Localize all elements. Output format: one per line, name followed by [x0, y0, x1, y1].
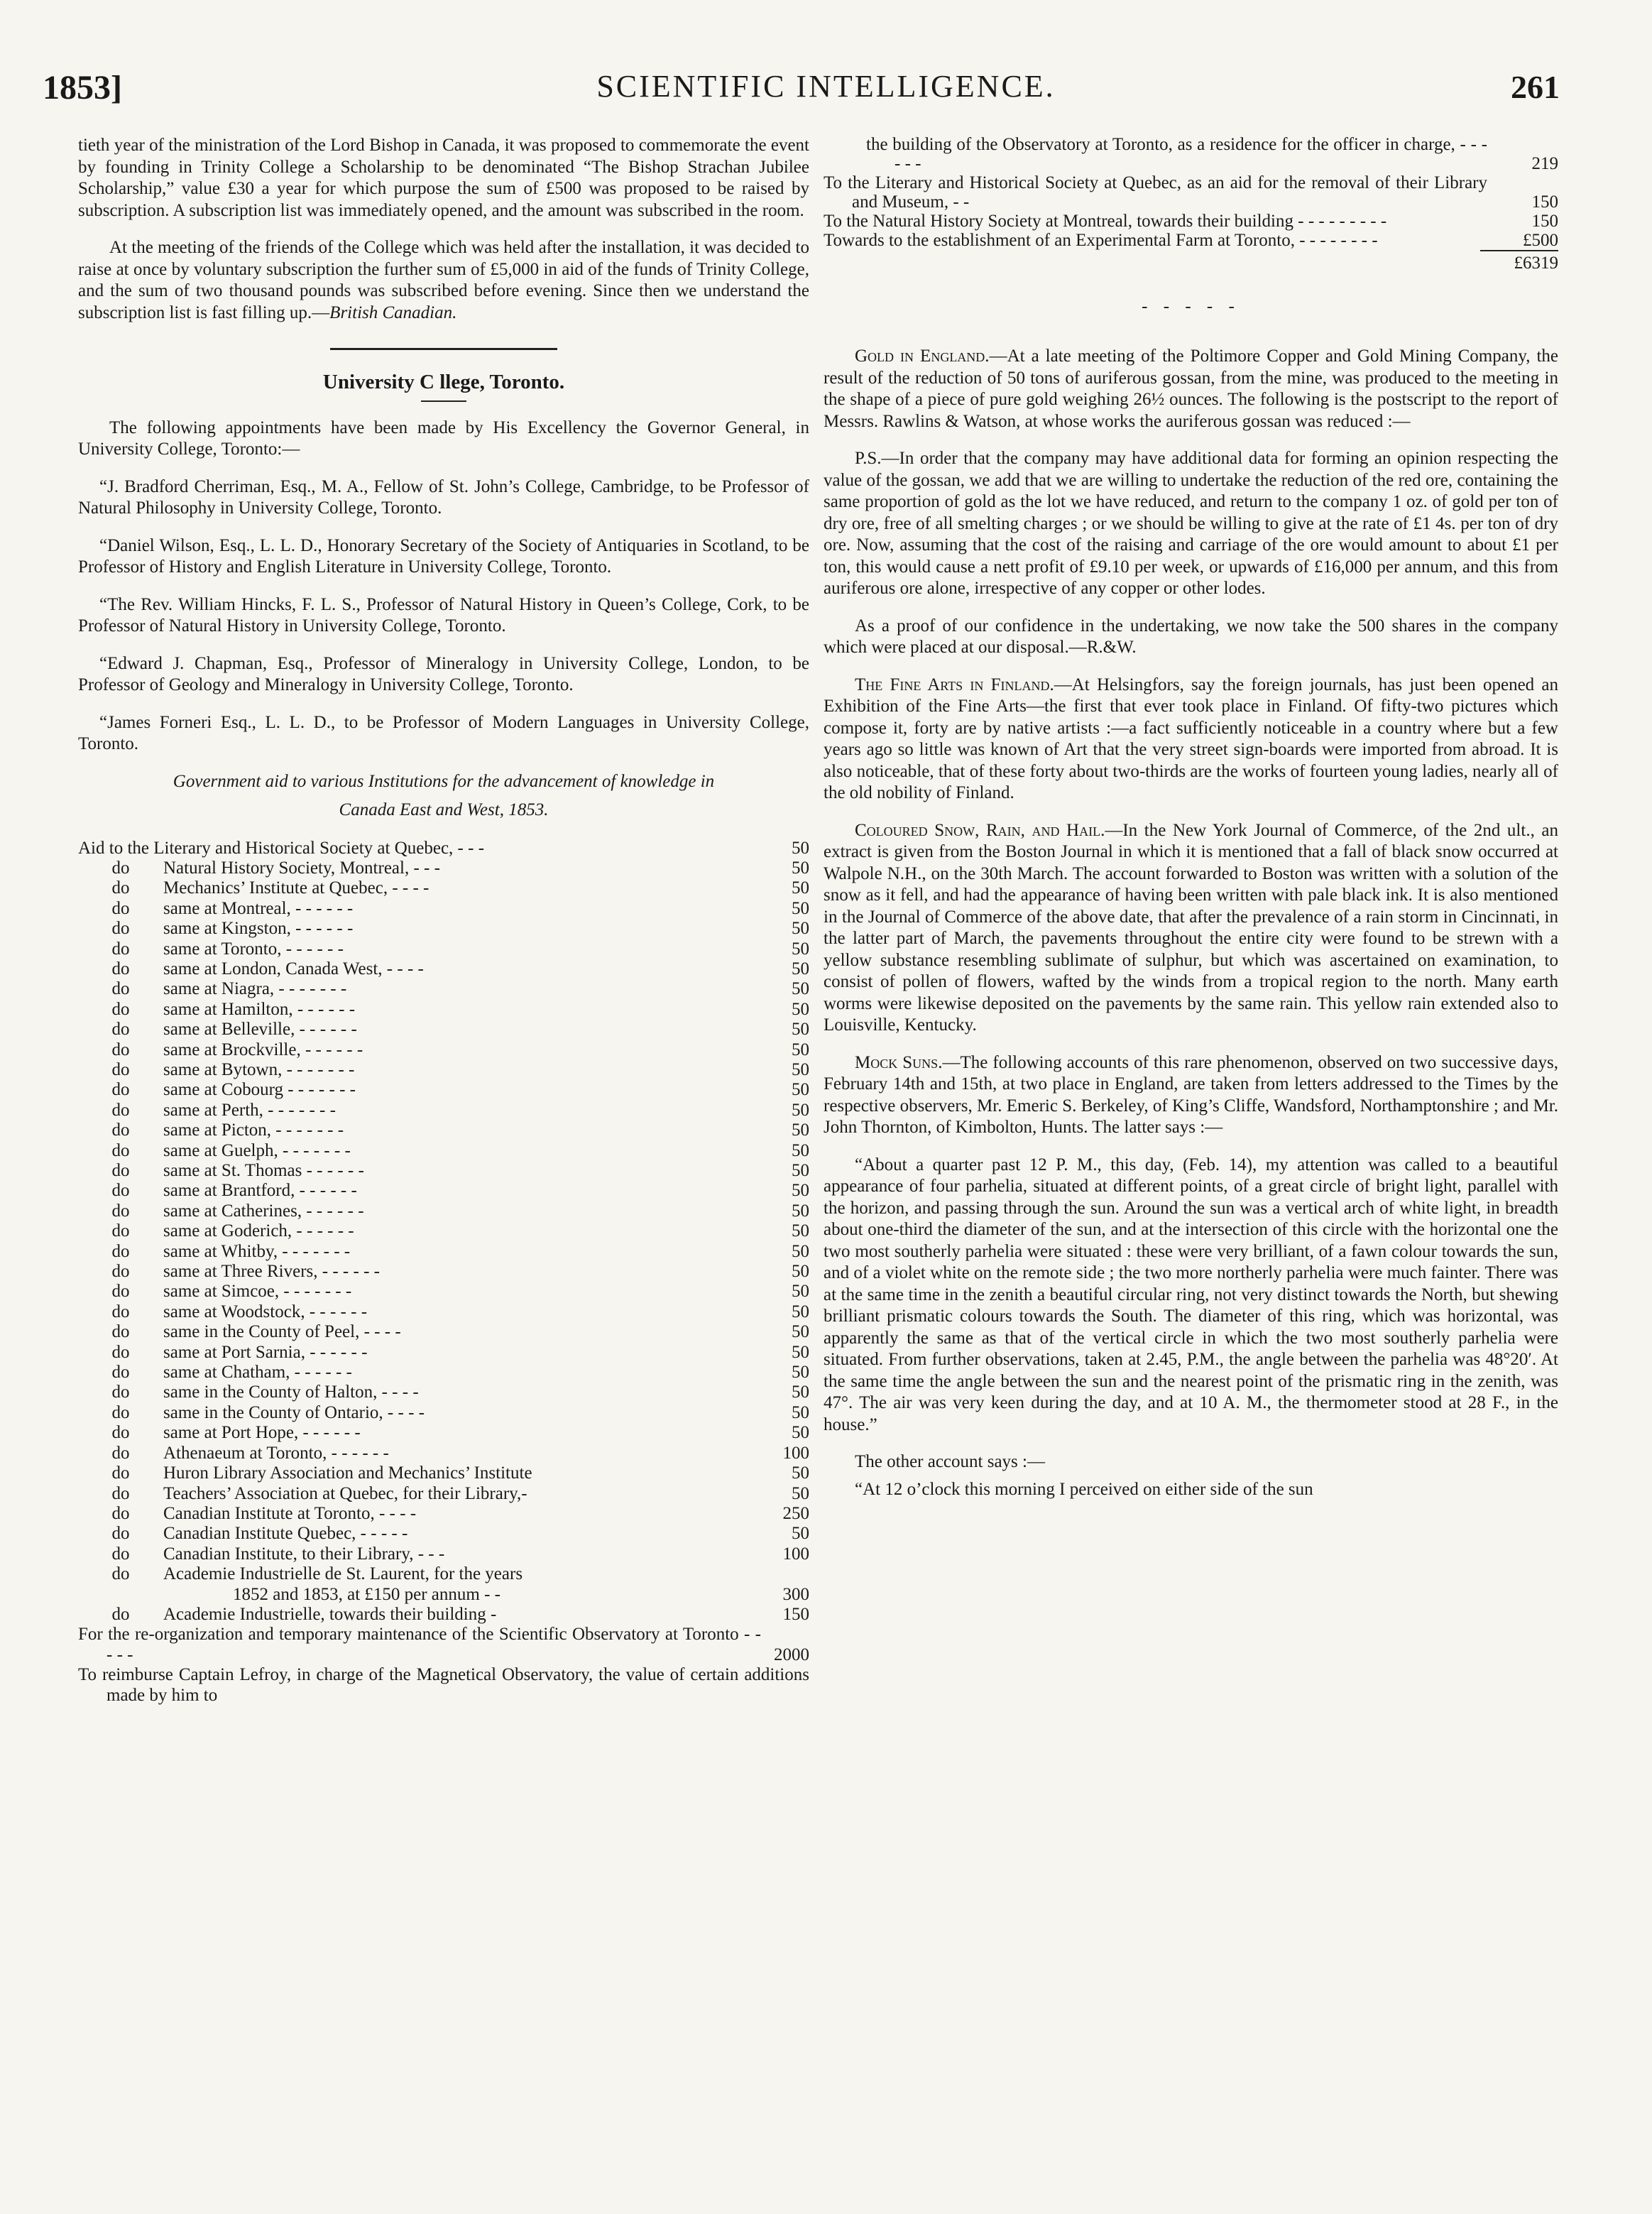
grant-lead: do [111, 1262, 130, 1282]
grant-desc: same at Simcoe, - - - - - - - [163, 1282, 352, 1302]
grant-desc: same at Cobourg - - - - - - - [163, 1080, 356, 1100]
section-divider [330, 348, 557, 350]
grant-amount: 100 [782, 1443, 809, 1463]
grant-desc: same at Woodstock, - - - - - - [163, 1302, 368, 1321]
grant-desc: same at Port Sarnia, - - - - - - [163, 1342, 368, 1362]
grant-lead: do [111, 939, 130, 959]
grant-row [78, 1080, 809, 1100]
grant-amount: 50 [792, 1483, 809, 1503]
grant-desc: same at Guelph, - - - - - - - [163, 1140, 351, 1160]
right-column [824, 135, 1558, 1516]
grant-lead: do [111, 1503, 130, 1523]
appointments-intro: The following appointments have been made by His Excellency the Governor General, in University College, Toronto:— [78, 418, 809, 459]
grant-amount: 50 [792, 919, 809, 939]
grant-row [78, 959, 809, 979]
grant-row [78, 1444, 809, 1463]
grant-lead: do [111, 858, 130, 878]
grant-lead: do [111, 1201, 130, 1221]
grant-lead: do [111, 1302, 130, 1321]
grant-desc: same in the County of Halton, - - - - [163, 1383, 419, 1402]
grant-amount: 50 [792, 1463, 809, 1483]
money-total: £6319 [1480, 250, 1558, 275]
grant-row [78, 839, 809, 858]
grant-desc: same at Montreal, - - - - - - [163, 898, 354, 918]
grant-desc: Athenaeum at Toronto, - - - - - - [163, 1443, 389, 1463]
grant-row [78, 919, 809, 939]
left-column [78, 135, 809, 1706]
grant-row [78, 1585, 809, 1605]
money-amount: 150 [1531, 212, 1558, 231]
grant-lead: do [111, 1483, 130, 1503]
grant-amount: 50 [792, 898, 809, 918]
grant-amount: 50 [792, 1322, 809, 1342]
grant-lead: do [111, 1140, 130, 1160]
grant-amount: 300 [782, 1584, 809, 1604]
grant-lead: do [111, 1363, 130, 1383]
grant-amount: 50 [792, 1221, 809, 1241]
grant-amount: 50 [792, 999, 809, 1019]
header-year: 1853] [43, 69, 122, 107]
grant-desc: Aid to the Literary and Historical Society at Quebec, - - - [78, 838, 485, 858]
grant-row [78, 1564, 809, 1584]
grant-lead: do [111, 1040, 130, 1059]
grant-desc: Canadian Institute at Toronto, - - - - [163, 1503, 417, 1523]
grant-lead: do [111, 1524, 130, 1544]
grant-desc: same at Whitby, - - - - - - - [163, 1241, 351, 1261]
grant-amount: 2000 [774, 1645, 809, 1664]
grant-row [78, 858, 809, 878]
page-number: 261 [1511, 69, 1560, 105]
meeting-text: At the meeting of the friends of the College which was held after the installation, it was decided to raise at once by voluntary subscription the further sum of £5,000 in aid of the funds of Trinity College, and the sum of two thousand pounds was subscribed before evening. Since then we understand the subscription list is fast filling up.— [78, 238, 809, 322]
money-desc: Towards to the establishment of an Experimental Farm at Toronto, - - - - - - - - [824, 231, 1378, 250]
grant-amount: 50 [792, 1282, 809, 1302]
intro-paragraph: tieth year of the ministration of the Lord Bishop in Canada, it was proposed to commemorate the event by founding in Trinity College a Scholarship to be denominated “The Bishop Strachan Jubilee Scholarship,” value £30 a year for which purpose the sum of £500 was proposed to be raised by subscription. A subscription list was immediately opened, and the amount was subscribed in the room. [78, 136, 809, 220]
money-desc: the building of the Observatory at Toronto, as a residence for the officer in charge, - - - - - - [866, 135, 1487, 173]
money-desc: To the Literary and Historical Society at Quebec, as an aid for the removal of their Library and Museum, - - [824, 173, 1487, 212]
money-row [824, 212, 1558, 231]
grant-row [78, 878, 809, 898]
grant-row [78, 1363, 809, 1383]
appointments-list [78, 476, 809, 756]
suns-text: —The following accounts of this rare phenomenon, observed on two successive days, February 14th and 15th, at two place in England, are taken from letters addressed to the Times by the respective observers, Mr. Emeric S. Berkeley, of King’s Cliffe, Wandsford, Northamptonshire ; and Mr. John Thornton, of Kimbolton, Hunts. The latter says :— [824, 1052, 1558, 1137]
header-title: SCIENTIFIC INTELLIGENCE. [596, 69, 1056, 104]
grant-lead: do [111, 919, 130, 939]
grant-row [78, 1161, 809, 1181]
grant-amount: 50 [792, 1020, 809, 1040]
grant-amount: 150 [782, 1604, 809, 1624]
grant-amount: 50 [792, 1402, 809, 1422]
grant-amount: 50 [792, 1201, 809, 1221]
grant-desc: Natural History Society, Montreal, - - - [163, 858, 440, 878]
grant-lead: do [111, 1282, 130, 1302]
grant-row [78, 1141, 809, 1161]
grant-row [78, 1201, 809, 1221]
grant-lead: do [111, 999, 130, 1019]
grants-subtitle: Canada East and West, 1853. [339, 800, 549, 819]
running-header [0, 68, 1652, 118]
grant-desc: Canadian Institute Quebec, - - - - - [163, 1524, 408, 1544]
grant-amount: 50 [792, 1302, 809, 1321]
grant-amount: 50 [792, 1181, 809, 1201]
gold-paragraph [824, 346, 1558, 432]
grant-row [78, 1524, 809, 1544]
appointment-item: “Daniel Wilson, Esq., L. L. D., Honorary Secretary of the Society of Antiquaries in Scotland, to be Professor of History and English Literature in University College, Toronto. [78, 535, 809, 577]
grant-amount: 50 [792, 878, 809, 898]
grant-desc: same at Goderich, - - - - - - [163, 1221, 354, 1241]
gold-heading: Gold in England. [855, 347, 990, 366]
grant-desc: same at Brockville, - - - - - - [163, 1040, 363, 1059]
suns-heading: Mock Suns. [855, 1052, 943, 1072]
grant-lead: do [111, 1342, 130, 1362]
grant-desc: Academie Industrielle, towards their building - [163, 1604, 497, 1624]
grant-row [78, 1302, 809, 1322]
grant-desc: same at St. Thomas - - - - - - [163, 1161, 364, 1180]
grant-lead: do [111, 1120, 130, 1140]
grant-amount: 50 [792, 858, 809, 878]
money-desc: To the Natural History Society at Montreal, towards their building - - - - - - - - - [824, 212, 1387, 231]
suns-paragraph [824, 1052, 1558, 1139]
grant-row [78, 1040, 809, 1060]
gold-text: —At a late meeting of the Poltimore Copper and Gold Mining Company, the result of the reduction of 50 tons of auriferous gossan, from the mine, was produced to the meeting in the shape of a piece of pure gold weighing 26½ ounces. The following is the postscript to the report of Messrs. Rawlins & Watson, at whose works the auriferous gossan was reduced :— [824, 347, 1558, 431]
grant-amount: 50 [792, 1100, 809, 1120]
grant-lead: do [111, 1181, 130, 1201]
appointment-item: “J. Bradford Cherriman, Esq., M. A., Fellow of St. John’s College, Cambridge, to be Professor of Natural Philosophy in University College, Toronto. [78, 476, 809, 518]
grant-row [78, 1343, 809, 1363]
grant-lead: do [111, 1544, 130, 1564]
meeting-source: British Canadian. [329, 302, 457, 322]
appointment-item: “James Forneri Esq., L. L. D., to be Professor of Modern Languages in University College, Toronto. [78, 712, 809, 753]
grant-desc: Huron Library Association and Mechanics’ Institute [163, 1463, 532, 1483]
grant-row [78, 1484, 809, 1504]
appointment-item: “The Rev. William Hincks, F. L. S., Professor of Natural History in Queen’s College, Cork, to be Professor of Natural History in University College, Toronto. [78, 594, 809, 636]
grant-row [78, 1242, 809, 1262]
grant-amount: 50 [792, 838, 809, 858]
separator: - - - - - [1142, 296, 1240, 316]
grant-lead: do [111, 1463, 130, 1483]
grant-row [78, 939, 809, 959]
grants-title: Government aid to various Institutions for the advancement of knowledge in [173, 771, 715, 791]
money-amount: £500 [1523, 231, 1558, 250]
grant-desc: Mechanics’ Institute at Quebec, - - - - [163, 878, 430, 898]
grant-desc: same at Kingston, - - - - - - [163, 919, 354, 939]
grant-row [78, 1282, 809, 1302]
grant-desc: same at Chatham, - - - - - - [163, 1363, 352, 1383]
grant-desc: same at London, Canada West, - - - - [163, 959, 424, 978]
grant-desc: same at Hamilton, - - - - - - [163, 999, 356, 1019]
money-row [824, 231, 1558, 250]
grant-amount: 50 [792, 1120, 809, 1140]
grant-row [78, 1181, 809, 1201]
grant-lead: do [111, 878, 130, 898]
grant-amount: 50 [792, 1040, 809, 1059]
grant-desc: Canadian Institute, to their Library, - - - [163, 1544, 445, 1564]
arts-text: —At Helsingfors, say the foreign journals, has just been opened an Exhibition of the Fine Arts—the first that ever took place in Finland. Of fifty-two pictures which compose it, forty are by native artists :—a fact sufficiently noticeable in a country where but a few years ago so little was known of Art that the very street sign-boards were imported from abroad. It is also noticeable, that of these forty about two-thirds are the works of fourteen young ladies, nearly all of the old nobility of Finland. [824, 675, 1558, 802]
money-amount: 150 [1531, 192, 1558, 212]
grant-row [78, 1000, 809, 1020]
money-row [824, 173, 1558, 212]
grant-amount: 250 [782, 1503, 809, 1523]
grant-amount: 50 [792, 939, 809, 959]
grant-desc: same at Port Hope, - - - - - - [163, 1423, 361, 1443]
gold-proof: As a proof of our confidence in the undertaking, we now take the 500 shares in the company which were placed at our disposal.—R.&W. [824, 616, 1558, 657]
grant-amount: 50 [792, 1140, 809, 1160]
grant-lead: do [111, 1383, 130, 1402]
snow-heading: Coloured Snow, Rain, and Hail. [855, 820, 1105, 840]
grant-amount: 50 [792, 1262, 809, 1282]
grant-amount: 50 [792, 1342, 809, 1362]
money-row [824, 135, 1558, 173]
grants-table [78, 839, 809, 1706]
grant-amount: 50 [792, 1161, 809, 1180]
arts-heading: The Fine Arts in Finland. [855, 675, 1054, 694]
money-amount: 219 [1531, 154, 1558, 173]
grant-row [78, 1221, 809, 1241]
grant-lead: do [111, 959, 130, 978]
snow-text: —In the New York Journal of Commerce, of the 2nd ult., an extract is given from the Boston Journal in which it is mentioned that a fall of black snow occurred at Walpole N.H., on the 30th March. The account forwarded to Boston was written with a solution of the snow as it fell, and had the appearance of having been written with pale black ink. It is also mentioned in the Journal of Commerce of the above date, that after the prevalence of a rain storm in Cincinnati, in the latter part of March, the pavements throughout the entire city were found to be strewn with a yellow substance resembling sublimate of sulphur, but which was ascertained on examination, to consist of pollen of flowers, wafted by the winds from a tropical region to the north. Many earth worms were likewise deposited on the pavements by the same rain. This yellow rain extended also to Louisville, Kentucky. [824, 820, 1559, 1035]
gold-postscript: P.S.—In order that the company may have additional data for forming an opinion respecting the value of the gossan, we add that we are willing to undertake the reduction of the red ore, containing the same proportion of gold as the lot we have reduced, and return to the company 1 oz. of gold per ton of dry ore, free of all smelting charges ; or we should be willing to give at the rate of £1 4s. per ton of dry ore. Now, assuming that the cost of the raising and carriage of the ore would amount to about £1 per ton, this would cause a nett profit of £9.10 per week, or upwards of £16,000 per annum, and this from auriferous ore alone, irrespective of any copper or other lodes. [824, 449, 1558, 598]
grant-lead: do [111, 1322, 130, 1342]
grant-row [78, 899, 809, 919]
grant-lead: do [111, 1080, 130, 1100]
grant-row [78, 1544, 809, 1564]
title-underline [421, 400, 466, 402]
grant-amount: 50 [792, 979, 809, 999]
grant-desc: same at Brantford, - - - - - - [163, 1181, 357, 1201]
grant-desc: same at Perth, - - - - - - - [163, 1100, 336, 1120]
grant-desc: same at Toronto, - - - - - - [163, 939, 344, 959]
grant-lead: do [111, 1604, 130, 1624]
grant-row [78, 1605, 809, 1625]
grant-desc: same at Belleville, - - - - - - [163, 1020, 357, 1040]
grant-lead: do [111, 1241, 130, 1261]
grant-desc: same at Three Rivers, - - - - - - [163, 1262, 380, 1282]
grant-lead: do [111, 1221, 130, 1241]
grant-row [78, 1403, 809, 1423]
meeting-paragraph [78, 237, 809, 324]
appointment-item: “Edward J. Chapman, Esq., Professor of Mineralogy in University College, London, to be Professor of Geology and Mineralogy in University College, Toronto. [78, 653, 809, 694]
grant-row [78, 1262, 809, 1282]
grant-amount: 50 [792, 1241, 809, 1261]
grant-row [78, 1423, 809, 1443]
grant-desc: same in the County of Ontario, - - - - [163, 1402, 425, 1422]
grant-lead: do [111, 1443, 130, 1463]
grant-row [78, 1383, 809, 1402]
grant-row [78, 1504, 809, 1524]
grant-amount [761, 1564, 809, 1584]
suns-quote: “About a quarter past 12 P. M., this day, (Feb. 14), my attention was called to a beautiful appearance of four parhelia, situated at different points, of a great circle of bright light, parallel with the horizon, and passing through the sun. Around the sun was a vertical arch of white light, in breadth about one-third the diameter of the sun, and at the intersection of this circle with the horizontal one the two most southerly parhelia were situated : these were very brilliant, of a fawn colour towards the sun, and of a violet white on the remote side ; the two more northerly parhelia were much fainter. There was at the same time in the zenith a beautiful circular ring, not very distinct towards the North, but shewing brilliant prismatic colours towards the South. The diameter of this ring, which was horizontal, was apparently the same as that of the vertical circle in which the two most southerly parhelia were situated. From further observations, taken at 2.45, P.M., the angle between the parhelia was 48°20′. At the same time the angle between the sun and the nearest point of the prismatic ring in the zenith, was 47°. The air was very keen during the day, and at 10 A. M., the thermometer stood at 28 F., in the house.” [824, 1155, 1558, 1434]
grant-lead: do [111, 898, 130, 918]
grant-desc: same at Picton, - - - - - - - [163, 1120, 344, 1140]
grant-row [78, 1463, 809, 1483]
grant-row [78, 1120, 809, 1140]
grant-lead: do [111, 1100, 130, 1120]
grant-desc: same at Catherines, - - - - - - [163, 1201, 364, 1221]
grant-amount: 50 [792, 1423, 809, 1443]
grant-amount: 50 [792, 959, 809, 978]
grant-amount: 50 [792, 1363, 809, 1383]
grant-row [78, 979, 809, 999]
grant-amount: 50 [792, 1059, 809, 1079]
grant-lead: do [111, 1161, 130, 1180]
grant-lead: do [111, 979, 130, 999]
grant-amount: 50 [792, 1080, 809, 1100]
grant-row [78, 1322, 809, 1342]
money-table [824, 135, 1558, 250]
grant-row [78, 1101, 809, 1120]
grant-amount: 50 [792, 1524, 809, 1544]
grant-row [78, 1020, 809, 1040]
grant-lead: do [111, 1020, 130, 1040]
grant-desc: 1852 and 1853, at £150 per annum - - [233, 1584, 501, 1604]
grant-amount: 100 [782, 1544, 809, 1564]
grant-rows [78, 858, 809, 1585]
grant-desc: Teachers’ Association at Quebec, for their Library,- [163, 1483, 527, 1503]
grant-lead: do [111, 1059, 130, 1079]
grant-desc: same at Niagra, - - - - - - - [163, 979, 347, 999]
section-title: University C llege, Toronto. [322, 371, 565, 393]
grant-desc: Academie Industrielle de St. Laurent, for the years [163, 1564, 523, 1584]
grant-desc: For the re-organization and temporary maintenance of the Scientific Observatory at Toronto - - - - - [78, 1625, 761, 1664]
grant-desc: same at Bytown, - - - - - - - [163, 1059, 355, 1079]
snow-paragraph [824, 820, 1558, 1037]
grant-lead: do [111, 1402, 130, 1422]
grant-row [78, 1625, 809, 1665]
other-quote: “At 12 o’clock this morning I perceived on either side of the sun [855, 1479, 1313, 1499]
other-account: The other account says :— [855, 1452, 1045, 1471]
grant-lead: do [111, 1564, 130, 1584]
grant-lead: do [111, 1423, 130, 1443]
grant-amount: 50 [792, 1383, 809, 1402]
grant-desc: same in the County of Peel, - - - - [163, 1322, 401, 1342]
grant-row: To reimburse Captain Lefroy, in charge of the Magnetical Observatory, the value of certain additions made by him to [78, 1665, 809, 1705]
arts-paragraph [824, 675, 1558, 805]
grant-row [78, 1060, 809, 1080]
